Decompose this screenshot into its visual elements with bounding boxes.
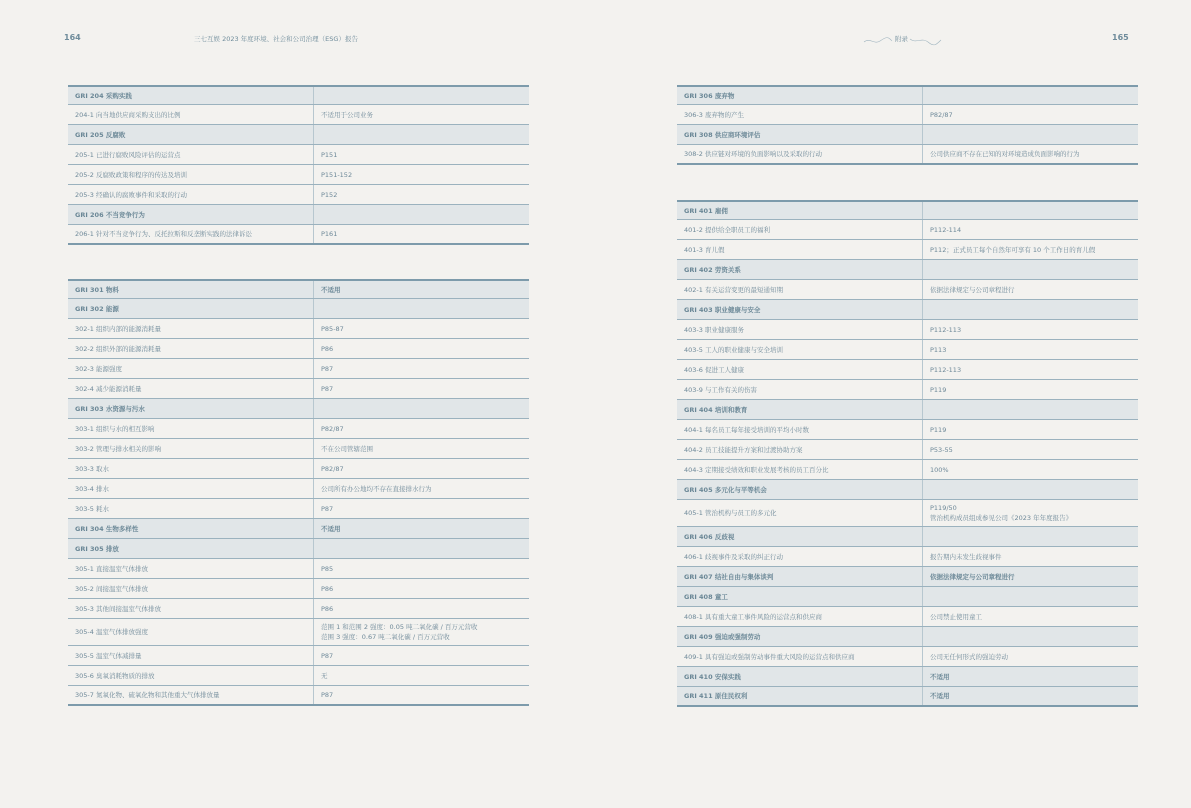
response-cell: 100%	[930, 465, 949, 474]
response-cell	[923, 125, 1138, 144]
response-cell: 不适用于公司业务	[321, 110, 373, 119]
response-cell: P87	[321, 384, 334, 393]
disclosure-cell: GRI 301 物料	[68, 281, 314, 298]
disclosure-cell: 305-4 温室气体排放强度	[68, 619, 314, 645]
table-row	[677, 105, 1138, 125]
response-cell: P87	[321, 691, 334, 699]
section-header-row	[68, 205, 529, 225]
disclosure-cell: 308-2 供应链对环境的负面影响以及采取的行动	[677, 145, 923, 163]
section-header-row	[677, 480, 1138, 500]
table-row	[68, 225, 529, 245]
table-row	[677, 240, 1138, 260]
section-header-row	[677, 627, 1138, 647]
disclosure-cell: 403-5 工人的职业健康与安全培训	[677, 340, 923, 359]
disclosure-cell: GRI 306 废弃物	[677, 87, 923, 104]
table-row	[68, 686, 529, 706]
response-cell: P86	[321, 584, 334, 593]
disclosure-cell: 305-3 其他间接温室气体排放	[68, 599, 314, 618]
response-cell	[923, 260, 1138, 279]
table-row	[677, 460, 1138, 480]
response-cell	[923, 527, 1138, 546]
response-cell	[314, 399, 529, 418]
section-header-row	[68, 399, 529, 419]
section-header-row	[677, 687, 1138, 707]
response-line: 范围 1 和范围 2 强度：0.05 吨二氧化碳 / 百万元营收	[321, 623, 478, 631]
disclosure-cell: GRI 404 培训和教育	[677, 400, 923, 419]
table-row	[68, 379, 529, 399]
response-cell: 公司供应商不存在已知的对环境造成负面影响的行为	[930, 150, 1080, 158]
response-cell	[923, 202, 1138, 219]
section-header-row	[677, 125, 1138, 145]
response-cell: P85-87	[321, 324, 344, 333]
disclosure-cell: GRI 410 安保实践	[677, 667, 923, 686]
disclosure-cell: GRI 402 劳资关系	[677, 260, 923, 279]
response-cell: 依据法律规定与公司章程进行	[930, 285, 1015, 294]
response-cell: P161	[321, 230, 338, 238]
disclosure-cell: 409-1 具有强迫或强制劳动事件重大风险的运营点和供应商	[677, 647, 923, 666]
response-line: P119/50	[930, 504, 957, 512]
table-row	[68, 599, 529, 619]
disclosure-cell: 403-9 与工作有关的伤害	[677, 380, 923, 399]
table-row	[68, 619, 529, 646]
response-cell: P86	[321, 604, 334, 613]
table-row	[677, 380, 1138, 400]
section-header-row	[68, 279, 529, 299]
section-header-row	[677, 200, 1138, 220]
section-header-row	[677, 587, 1138, 607]
section-header-row	[677, 300, 1138, 320]
disclosure-cell: 405-1 管治机构与员工的多元化	[677, 500, 923, 526]
response-cell: 不适用	[321, 285, 341, 294]
response-cell: P87	[321, 504, 334, 513]
disclosure-cell: 305-2 间接温室气体排放	[68, 579, 314, 598]
disclosure-cell: 305-7 氮氧化物、硫氧化物和其他重大气体排放量	[68, 686, 314, 704]
disclosure-cell: 206-1 针对不当竞争行为、反托拉斯和反垄断实践的法律诉讼	[68, 225, 314, 243]
response-cell	[314, 539, 529, 558]
response-cell	[923, 500, 1138, 526]
disclosure-cell: 401-3 育儿假	[677, 240, 923, 259]
disclosure-cell: 306-3 废弃物的产生	[677, 105, 923, 124]
table-row	[68, 319, 529, 339]
appendix-label	[862, 33, 942, 47]
disclosure-cell: GRI 411 原住民权利	[677, 687, 923, 705]
response-cell	[314, 619, 529, 645]
response-cell: P112-113	[930, 325, 962, 334]
response-cell: 公司禁止使用童工	[930, 612, 982, 621]
disclosure-cell: GRI 206 不当竞争行为	[68, 205, 314, 224]
table-row	[68, 145, 529, 165]
disclosure-cell: 305-5 温室气体减排量	[68, 646, 314, 665]
disclosure-cell: GRI 304 生物多样性	[68, 519, 314, 538]
table-row	[68, 165, 529, 185]
table-row	[68, 185, 529, 205]
section-header-row	[68, 125, 529, 145]
response-cell: 依据法律规定与公司章程进行	[930, 572, 1015, 581]
disclosure-cell: 303-3 取水	[68, 459, 314, 478]
disclosure-cell: 408-1 具有重大童工事件风险的运营点和供应商	[677, 607, 923, 626]
table-row	[68, 666, 529, 686]
disclosure-cell: GRI 407 结社自由与集体谈判	[677, 567, 923, 586]
response-cell: P112-113	[930, 365, 962, 374]
response-cell: P82/87	[321, 424, 344, 433]
table-row	[677, 440, 1138, 460]
table-row	[677, 647, 1138, 667]
response-cell	[923, 400, 1138, 419]
disclosure-cell: 305-1 直接温室气体排放	[68, 559, 314, 578]
response-cell	[923, 87, 1138, 104]
response-cell: P113	[930, 345, 947, 354]
gri-table-right-2	[677, 200, 1138, 707]
table-row	[68, 646, 529, 666]
section-header-row	[68, 299, 529, 319]
disclosure-cell: GRI 406 反歧视	[677, 527, 923, 546]
gri-table-left-2	[68, 279, 529, 706]
table-row	[68, 105, 529, 125]
disclosure-cell: GRI 305 排放	[68, 539, 314, 558]
table-row	[68, 479, 529, 499]
disclosure-cell: 303-5 耗水	[68, 499, 314, 518]
disclosure-cell: 205-3 经确认的腐败事件和采取的行动	[68, 185, 314, 204]
table-row	[68, 499, 529, 519]
disclosure-cell: GRI 401 雇佣	[677, 202, 923, 219]
disclosure-cell: 205-1 已进行腐败风险评估的运营点	[68, 145, 314, 164]
response-cell: P85	[321, 564, 334, 573]
response-cell	[923, 587, 1138, 606]
disclosure-cell: 302-2 组织外部的能源消耗量	[68, 339, 314, 358]
disclosure-cell: 303-1 组织与水的相互影响	[68, 419, 314, 438]
disclosure-cell: 404-2 员工技能提升方案和过渡协助方案	[677, 440, 923, 459]
response-cell: P151-152	[321, 170, 353, 179]
response-cell	[923, 480, 1138, 499]
section-header-row	[677, 527, 1138, 547]
disclosure-cell: 205-2 反腐败政策和程序的传达及培训	[68, 165, 314, 184]
section-header-row	[677, 567, 1138, 587]
table-row	[677, 547, 1138, 567]
disclosure-cell: GRI 308 供应商环境评估	[677, 125, 923, 144]
disclosure-cell: GRI 405 多元化与平等机会	[677, 480, 923, 499]
response-cell: 不适用	[321, 524, 341, 533]
disclosure-cell: GRI 303 水资源与污水	[68, 399, 314, 418]
disclosure-cell: 401-2 提供给全职员工的福利	[677, 220, 923, 239]
table-row	[677, 360, 1138, 380]
table-row	[68, 579, 529, 599]
response-cell: 不适用	[930, 672, 950, 681]
disclosure-cell: 403-3 职业健康服务	[677, 320, 923, 339]
disclosure-cell: 404-1 每名员工每年接受培训的平均小时数	[677, 420, 923, 439]
disclosure-cell: 303-2 管理与排水相关的影响	[68, 439, 314, 458]
disclosure-cell: GRI 403 职业健康与安全	[677, 300, 923, 319]
response-cell: P82/87	[930, 110, 953, 119]
section-header-row	[68, 519, 529, 539]
disclosure-cell: GRI 205 反腐败	[68, 125, 314, 144]
appendix-text: 附录	[895, 35, 908, 43]
response-cell: P152	[321, 190, 338, 199]
table-row	[68, 559, 529, 579]
section-header-row	[677, 260, 1138, 280]
disclosure-cell: 302-1 组织内部的能源消耗量	[68, 319, 314, 338]
table-row	[677, 145, 1138, 165]
response-cell: P119	[930, 385, 947, 394]
table-row	[68, 339, 529, 359]
response-cell: 无	[321, 671, 328, 680]
response-cell: P151	[321, 150, 338, 159]
table-row	[677, 280, 1138, 300]
response-cell: 不适用	[930, 692, 950, 700]
response-cell: P53-55	[930, 445, 953, 454]
disclosure-cell: 303-4 排水	[68, 479, 314, 498]
table-row	[677, 607, 1138, 627]
response-cell	[314, 299, 529, 318]
disclosure-cell: 305-6 臭氧消耗物质的排放	[68, 666, 314, 685]
disclosure-cell: 403-6 促进工人健康	[677, 360, 923, 379]
section-header-row	[677, 667, 1138, 687]
table-row	[68, 419, 529, 439]
disclosure-cell: 204-1 向当地供应商采购支出的比例	[68, 105, 314, 124]
section-header-row	[677, 85, 1138, 105]
response-cell: P87	[321, 651, 334, 660]
response-cell: 公司所有办公地均不存在直接排水行为	[321, 484, 432, 493]
response-cell	[923, 627, 1138, 646]
response-cell: P82/87	[321, 464, 344, 473]
report-title: 三七互娱 2023 年度环境、社会和公司治理（ESG）报告	[194, 35, 358, 43]
disclosure-cell: GRI 409 强迫或强制劳动	[677, 627, 923, 646]
gri-table-left-1	[68, 85, 529, 245]
table-row	[677, 500, 1138, 527]
response-cell	[314, 87, 529, 104]
disclosure-cell: 402-1 有关运营变更的最短通知期	[677, 280, 923, 299]
disclosure-cell: GRI 302 能源	[68, 299, 314, 318]
section-header-row	[677, 400, 1138, 420]
table-row	[677, 320, 1138, 340]
table-row	[677, 420, 1138, 440]
response-cell: 公司无任何形式的强迫劳动	[930, 652, 1008, 661]
gri-table-right-1	[677, 85, 1138, 165]
table-row	[68, 439, 529, 459]
disclosure-cell: GRI 204 采购实践	[68, 87, 314, 104]
response-cell	[923, 300, 1138, 319]
page-number-right: 165	[1112, 33, 1129, 42]
section-header-row	[68, 85, 529, 105]
table-row	[68, 359, 529, 379]
response-cell	[314, 125, 529, 144]
disclosure-cell: 302-4 减少能源消耗量	[68, 379, 314, 398]
response-cell: P112-114	[930, 225, 962, 234]
table-row	[677, 220, 1138, 240]
disclosure-cell: GRI 408 童工	[677, 587, 923, 606]
response-cell: P112；正式员工每个自然年可享有 10 个工作日的育儿假	[930, 245, 1096, 254]
response-cell: 报告期内未发生歧视事件	[930, 552, 1002, 561]
table-row	[677, 340, 1138, 360]
response-cell: P87	[321, 364, 334, 373]
response-line: 范围 3 强度：0.67 吨二氧化碳 / 百万元营收	[321, 633, 450, 641]
disclosure-cell: 302-3 能源强度	[68, 359, 314, 378]
response-cell: P86	[321, 344, 334, 353]
response-cell: 不在公司管辖范围	[321, 444, 373, 453]
response-cell: P119	[930, 425, 947, 434]
disclosure-cell: 404-3 定期接受绩效和职业发展考核的员工百分比	[677, 460, 923, 479]
table-row	[68, 459, 529, 479]
response-line: 管治机构成员组成参见公司《2023 年年度报告》	[930, 514, 1073, 522]
response-cell	[314, 205, 529, 224]
section-header-row	[68, 539, 529, 559]
page-number-left: 164	[64, 33, 81, 42]
disclosure-cell: 406-1 歧视事件及采取的纠正行动	[677, 547, 923, 566]
